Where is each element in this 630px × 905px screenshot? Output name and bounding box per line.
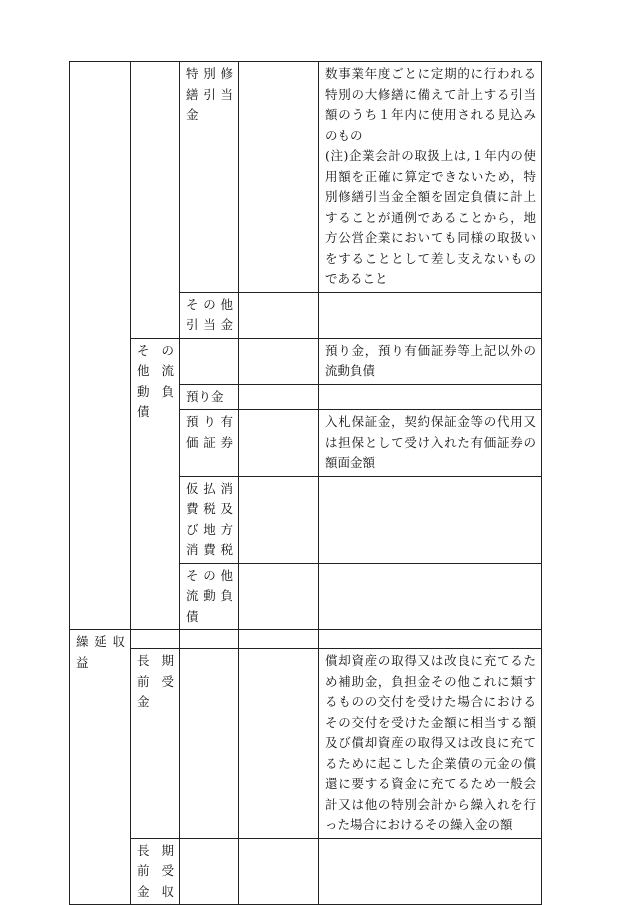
item-description: 預り金，預り有価証券等上記以外の流動負債 xyxy=(319,338,542,384)
item-description xyxy=(319,384,542,410)
item-name: その他引当金 xyxy=(180,292,239,338)
amount-cell xyxy=(239,292,319,338)
amount-cell xyxy=(239,338,319,384)
amount-cell xyxy=(239,563,319,630)
item-name xyxy=(180,838,239,905)
note-text: (注)企業会計の取扱上は,１年内の使用額を正確に算定できないため，特別修繕引当金全額を固定負債に計上することが通例であることから，地方公営企業においても同様の取扱いをすることとして差し支えないものであること xyxy=(325,148,536,286)
item-name: 預り有価証券 xyxy=(180,410,239,477)
item-description xyxy=(319,630,542,649)
amount-cell xyxy=(239,838,319,905)
item-name xyxy=(180,649,239,839)
item-description: 償却資産の取得又は改良に充てるため補助金，負担金その他これに類するものの交付を受けた場合におけるその交付を受けた金額に相当する額及び償却資産の取得又は改良に充てるために起こした企業債の元金の償還に要する資金に充てるため一般会計又は他の特別会計から繰入れを行った場合におけるその繰入金の額 xyxy=(319,649,542,839)
description-text: 数事業年度ごとに定期的に行われる特別の大修繕に備えて計上する引当額のうち１年内に使用される見込みのもの xyxy=(325,66,536,143)
amount-cell xyxy=(239,384,319,410)
item-description xyxy=(319,838,542,905)
amount-cell xyxy=(239,62,319,293)
item-description xyxy=(319,476,542,563)
section-name: 繰延収益 xyxy=(70,630,131,905)
group-cell-empty xyxy=(131,62,180,339)
table-row xyxy=(70,338,542,384)
group-cell-empty xyxy=(131,630,180,649)
item-name: その他流動負債 xyxy=(180,563,239,630)
amount-cell xyxy=(239,649,319,839)
amount-cell xyxy=(239,410,319,477)
amount-cell xyxy=(239,630,319,649)
group-name: 長期前受金 xyxy=(131,649,180,839)
item-name: 預り金 xyxy=(180,384,239,410)
table-row xyxy=(70,630,542,649)
table-row xyxy=(70,62,542,293)
amount-cell xyxy=(239,476,319,563)
group-name: 長期前受金収 xyxy=(131,838,180,905)
table-row xyxy=(70,649,542,839)
item-name xyxy=(180,338,239,384)
item-name: 仮払消費税及び地方消費税 xyxy=(180,476,239,563)
item-description xyxy=(319,563,542,630)
group-name: その他流動負債 xyxy=(131,338,180,630)
item-name xyxy=(180,630,239,649)
account-table xyxy=(69,61,542,905)
section-cell-empty xyxy=(70,62,131,630)
table-row xyxy=(70,838,542,905)
item-name: 特別修繕引当金 xyxy=(180,62,239,293)
item-description xyxy=(319,292,542,338)
item-description: 入札保証金，契約保証金等の代用又は担保として受け入れた有価証券の額面金額 xyxy=(319,410,542,477)
item-description xyxy=(319,62,542,293)
